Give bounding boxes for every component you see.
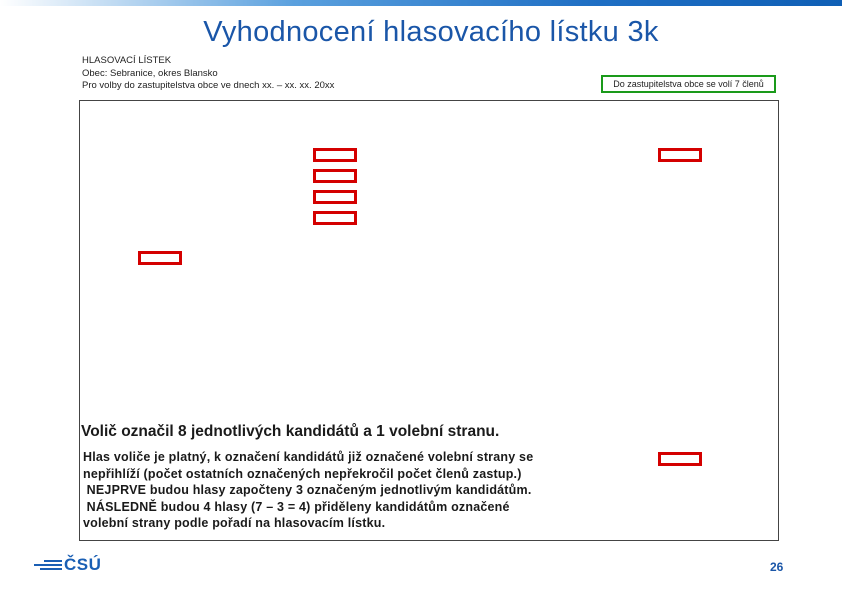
candidate-mark-3 bbox=[313, 190, 357, 204]
candidate-mark-5 bbox=[138, 251, 182, 265]
ballot-heading: HLASOVACÍ LÍSTEK bbox=[82, 55, 172, 66]
ballot-municipality: Obec: Sebranice, okres Blansko bbox=[82, 67, 218, 79]
explanation-line-5: volební strany podle pořadí na hlasovacím lístku. bbox=[83, 516, 386, 531]
explanation-line-3: NEJPRVE budou hlasy započteny 3 označeným jednotlivým kandidátům. bbox=[83, 483, 532, 498]
candidate-mark-2 bbox=[313, 169, 357, 183]
slide-title: Vyhodnocení hlasovacího lístku 3k bbox=[203, 16, 659, 48]
members-count-note: Do zastupitelstva obce se volí 7 členů bbox=[601, 75, 776, 93]
summary-text: Volič označil 8 jednotlivých kandidátů a 1 volební stranu. bbox=[81, 423, 500, 440]
explanation-line-1: Hlas voliče je platný, k označení kandidátů již označené volební strany se bbox=[83, 450, 534, 464]
top-accent-bar bbox=[0, 0, 842, 6]
explanation-text bbox=[83, 449, 533, 532]
explanation-line-4: NÁSLEDNĚ budou 4 hlasy (7 – 3 = 4) přiděleny kandidátům označené bbox=[83, 499, 510, 514]
csu-lines-icon bbox=[34, 558, 62, 572]
candidate-mark-6 bbox=[658, 148, 702, 162]
ballot-header bbox=[82, 55, 334, 93]
csu-logo bbox=[34, 555, 101, 575]
csu-logo-text: ČSÚ bbox=[64, 555, 102, 574]
candidate-mark-4 bbox=[313, 211, 357, 225]
ballot-election-dates: Pro volby do zastupitelstva obce ve dnech xx. – xx. xx. 20xx bbox=[82, 80, 335, 91]
candidate-mark-1 bbox=[313, 148, 357, 162]
explanation-line-2: nepřihlíží (počet ostatních označených nepřekročil počet členů zastup.) bbox=[83, 466, 522, 481]
page-number: 26 bbox=[770, 560, 784, 574]
party-mark bbox=[658, 452, 702, 466]
